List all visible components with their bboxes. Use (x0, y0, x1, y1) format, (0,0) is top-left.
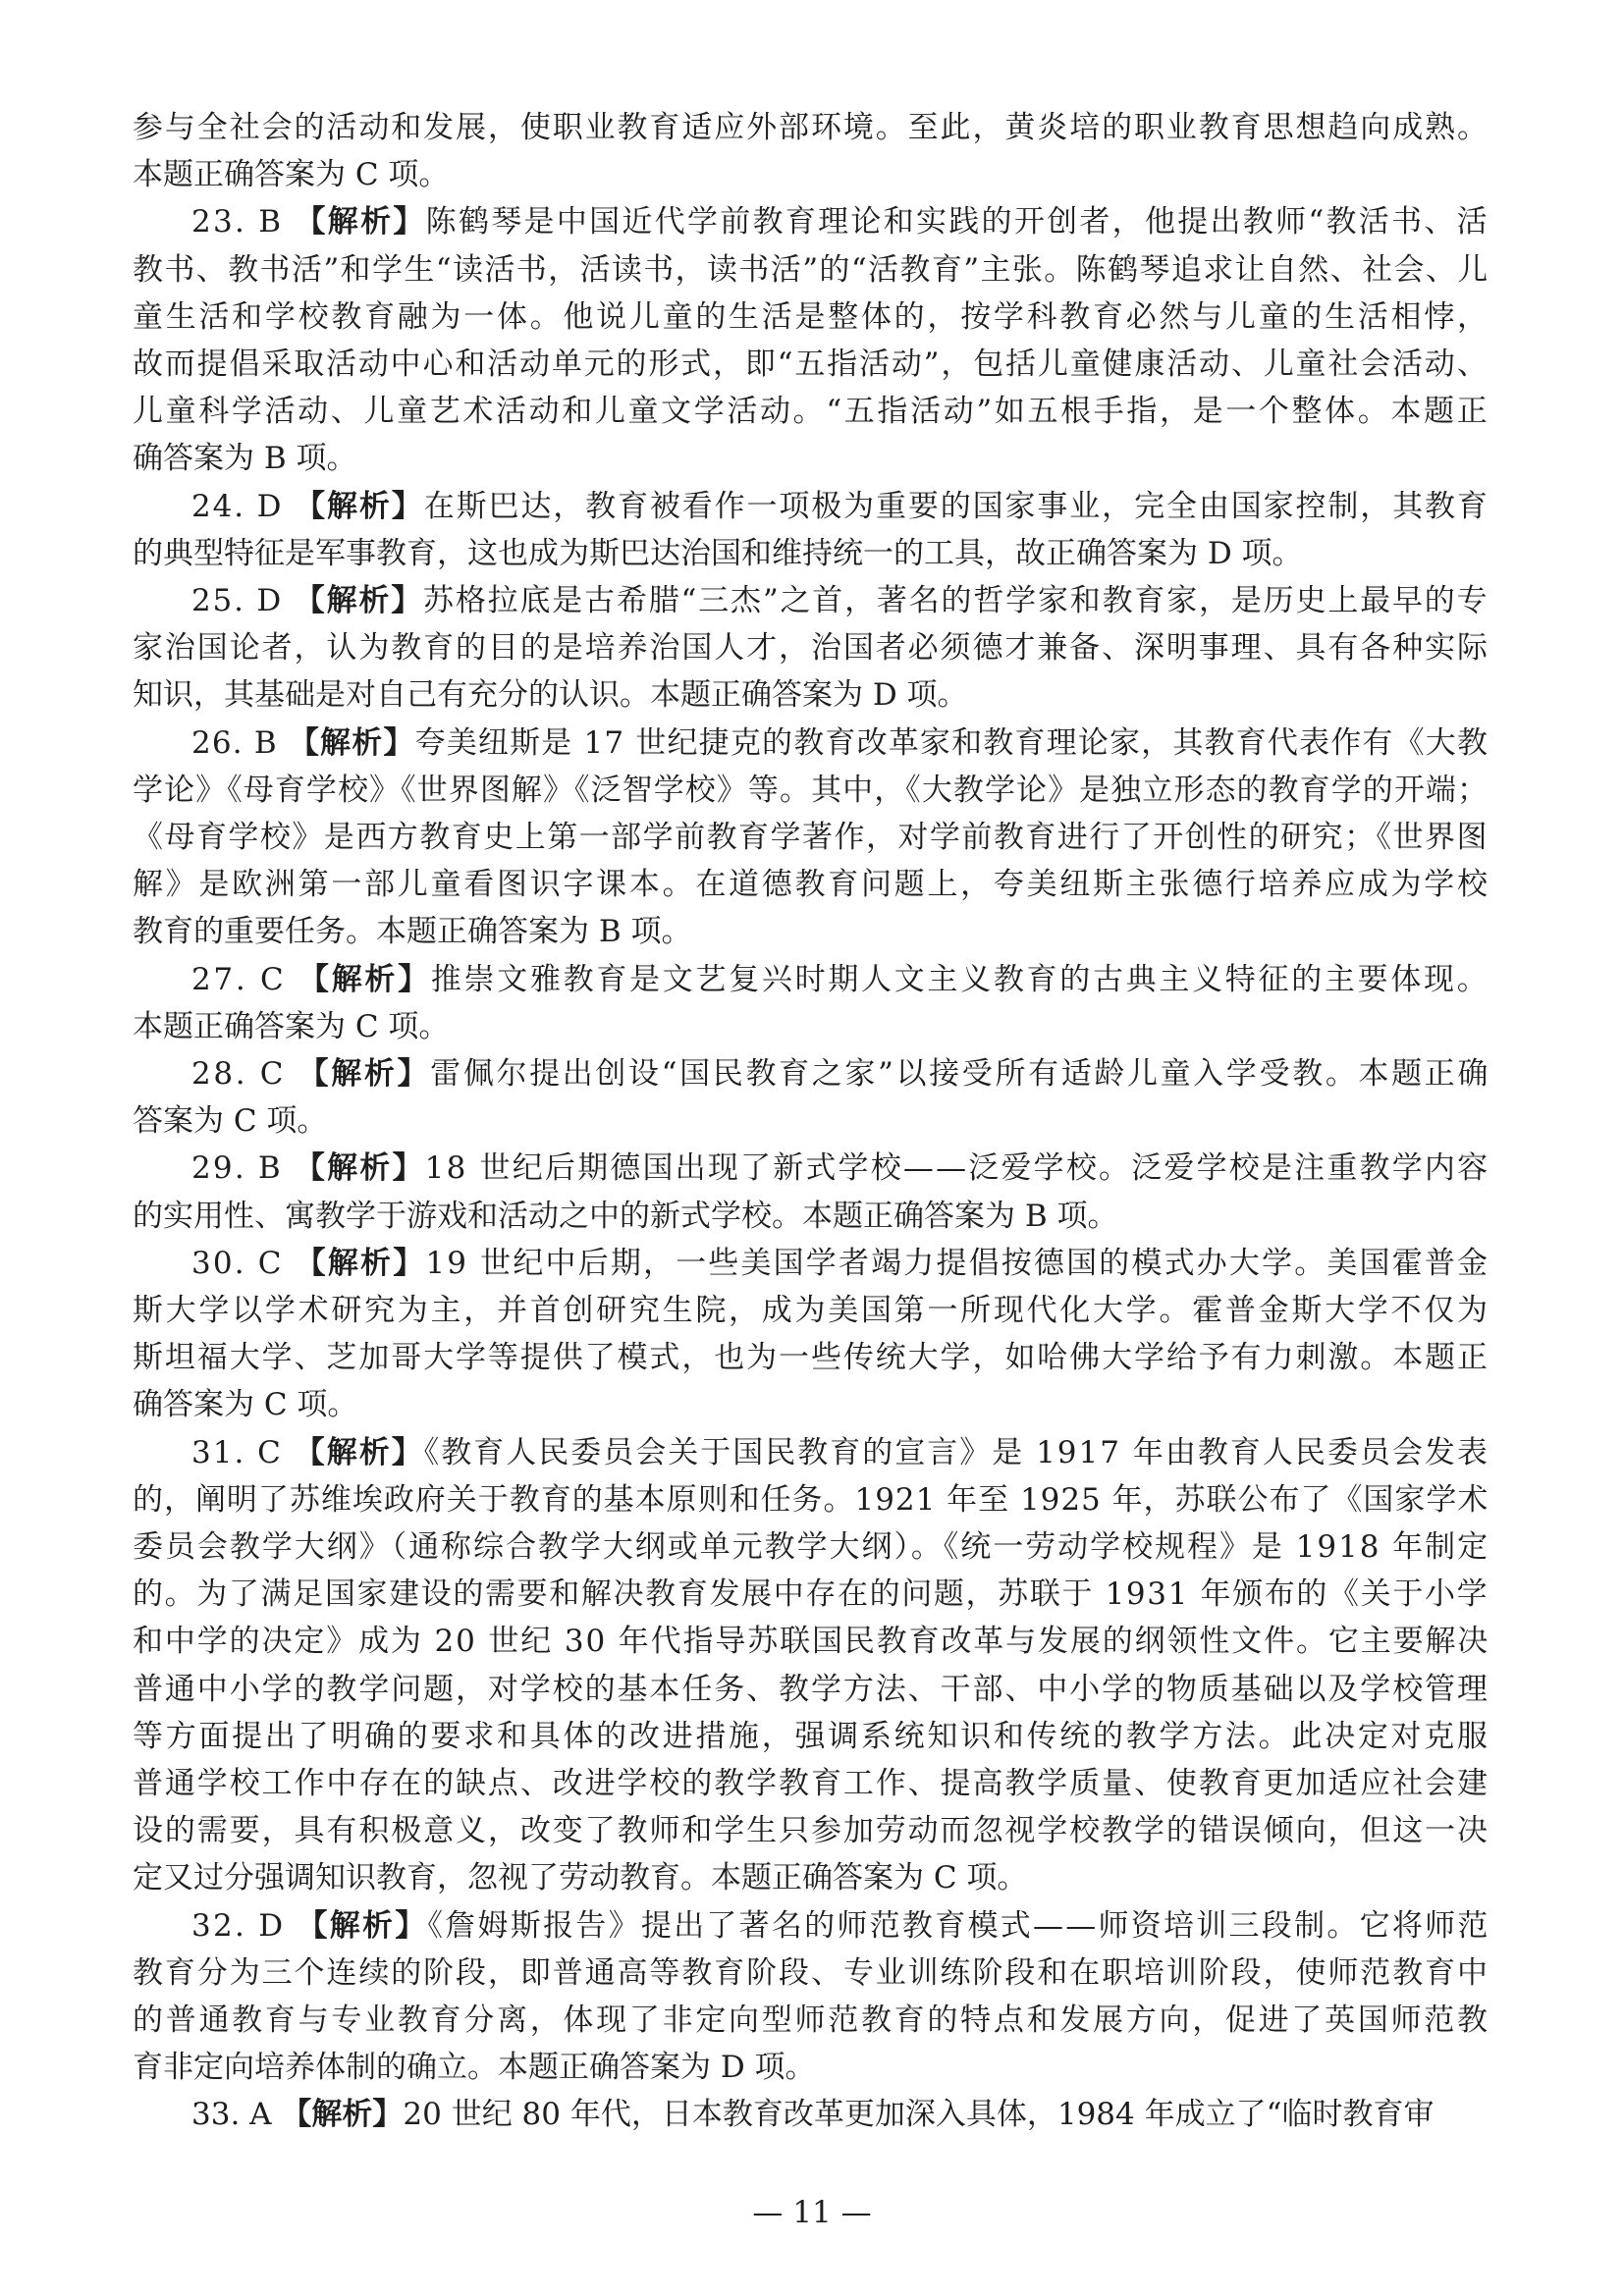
line-text: 普通学校工作中存在的缺点、改进学校的教学教育工作、提高教学质量、使教育更加适应社会建 (133, 1766, 1489, 1801)
question-number: 28. C (191, 1056, 298, 1092)
line-text: 设的需要，具有积极意义，改变了教师和学生只参加劳动而忽视学校教学的错误倾向，但这一决 (133, 1813, 1489, 1849)
question-number: 30. C (191, 1245, 296, 1281)
line-text: 知识，其基础是对自己有充分的认识。本题正确答案为 D 项。 (133, 677, 968, 714)
text-line (133, 297, 1490, 337)
line-text: 斯坦福大学、芝加哥大学等提供了模式，也为一些传统大学，如哈佛大学给予有力刺激。本题正 (133, 1340, 1489, 1376)
text-line (133, 1480, 1489, 1520)
question-number: 29. B (191, 1150, 295, 1187)
line-text: 19 世纪中后期，一些美国学者竭力提倡按德国的模式办大学。美国霍普金 (425, 1245, 1490, 1281)
line-text: 雷佩尔提出创设“国民教育之家”以接受所有适龄儿童入学受教。本题正确 (430, 1056, 1491, 1092)
line-text: 的实用性、寓教学于游戏和活动之中的新式学校。本题正确答案为 B 项。 (133, 1198, 1118, 1234)
text-line (133, 1575, 1489, 1614)
text-line (133, 1858, 1027, 1897)
text-line (133, 675, 968, 715)
question-header-line (191, 581, 1489, 620)
question-number: 26. B (191, 724, 289, 761)
text-line (133, 1385, 357, 1424)
text-line (133, 439, 357, 478)
line-text: 委员会教学大纲》（通称综合教学大纲或单元教学大纲）。《统一劳动学校规程》是 1918 年制定 (133, 1529, 1490, 1565)
text-line (133, 1811, 1489, 1850)
line-text: 育非定向培养体制的确立。本题正确答案为 D 项。 (133, 2050, 816, 2086)
analysis-tag: 【解析】 (294, 1434, 424, 1470)
line-text: 在斯巴达，教育被看作一项极为重要的国家事业，完全由国家控制，其教育 (423, 488, 1489, 524)
text-line (133, 1527, 1489, 1567)
question-header-line (191, 1054, 1490, 1094)
text-line (133, 155, 449, 194)
analysis-tag: 【解析】 (281, 2097, 404, 2133)
line-text: 的。为了满足国家建设的需要和解决教育发展中存在的问题，苏联于 1931 年颁布的《关于小学 (133, 1576, 1489, 1613)
line-text: 儿童科学活动、儿童艺术活动和儿童文学活动。“五指活动”如五根手指，是一个整体。本题正 (133, 394, 1490, 430)
line-text: 本题正确答案为 C 项。 (133, 157, 450, 193)
line-text: 参与全社会的活动和发展，使职业教育适应外部环境。至此，黄炎培的职业教育思想趋向成熟。 (133, 110, 1489, 145)
analysis-tag: 【解析】 (295, 1245, 426, 1281)
line-text: 确答案为 B 项。 (133, 441, 357, 477)
text-line (133, 771, 1489, 810)
text-line (133, 1953, 1489, 1993)
line-text: 故而提倡采取活动中心和活动单元的形式，即“五指活动”，包括儿童健康活动、儿童社会活动、 (133, 347, 1489, 382)
line-text: 推崇文雅教育是文艺复兴时期人文主义教育的古典主义特征的主要体现。 (430, 961, 1490, 997)
line-text: 定又过分强调知识教育，忽视了劳动教育。本题正确答案为 C 项。 (133, 1860, 1028, 1896)
text-line (133, 1338, 1489, 1377)
question-header-line (191, 487, 1489, 526)
line-text: 斯大学以学术研究为主，并首创研究生院，成为美国第一所现代化大学。霍普金斯大学不仅为 (133, 1293, 1490, 1328)
question-number: 33. A (191, 2097, 282, 2133)
text-line (133, 2001, 1490, 2040)
line-text: 的普通教育与专业教育分离，体现了非定向型师范教育的特点和发展方向，促进了英国师范教 (133, 2002, 1490, 2038)
text-line (133, 1622, 1489, 1661)
line-text: 教育分为三个连续的阶段，即普通高等教育阶段、专业训练阶段和在职培训阶段，使师范教育中 (133, 1954, 1489, 1991)
text-line (133, 1007, 449, 1046)
text-line (133, 1717, 1490, 1756)
question-number: 32. D (191, 1907, 298, 1944)
line-text: 家治国论者，认为教育的目的是培养治国人才，治国者必须德才兼备、深明事理、具有各种实际 (133, 630, 1489, 667)
line-text: 的典型特征是军事教育，这也成为斯巴达治国和维持统一的工具，故正确答案为 D 项。 (133, 535, 1303, 571)
question-number: 24. D (191, 488, 296, 524)
line-text: 教书、教书活”和学生“读活书，活读书，读书活”的“活教育”主张。陈鹤琴追求让自然、社会、儿 (133, 251, 1489, 288)
line-text: 本题正确答案为 C 项。 (133, 1008, 450, 1044)
line-text: 苏格拉底是古希腊“三杰”之首，著名的哲学家和教育家，是历史上最早的专 (423, 583, 1489, 618)
analysis-tag: 【解析】 (298, 1056, 431, 1092)
question-number: 31. C (191, 1434, 295, 1470)
line-text: 和中学的决定》成为 20 世纪 30 年代指导苏联国民教育改革与发展的纲领性文件。它主要解决 (133, 1624, 1490, 1660)
line-text: 教育的重要任务。本题正确答案为 B 项。 (133, 914, 692, 950)
analysis-tag: 【解析】 (295, 488, 424, 524)
line-text: 普通中小学的教学问题，对学校的基本任务、教学方法、干部、中小学的物质基础以及学校管理 (133, 1671, 1489, 1707)
analysis-tag: 【解析】 (297, 1907, 428, 1944)
line-text: 等方面提出了明确的要求和具体的改进措施，强调系统知识和传统的教学方法。此决定对克服 (133, 1718, 1490, 1754)
line-text: 《教育人民委员会关于国民教育的宣言》是 1917 年由教育人民委员会发表 (423, 1434, 1489, 1470)
line-text: 答案为 C 项。 (133, 1103, 328, 1140)
text-line (133, 865, 1490, 904)
analysis-tag: 【解析】 (294, 583, 424, 618)
question-header-line (191, 723, 1489, 763)
question-header-line (191, 1244, 1489, 1283)
question-header-line (191, 960, 1489, 999)
text-line (133, 2048, 816, 2087)
text-line (133, 345, 1489, 384)
page-number: — 11 — (752, 2195, 872, 2230)
question-number: 23. B (191, 204, 296, 240)
line-text: 《母育学校》是西方教育史上第一部学前教育学著作，对学前教育进行了开创性的研究；《世界图 (133, 820, 1489, 855)
text-line (133, 1764, 1489, 1803)
text-line (133, 628, 1489, 667)
analysis-tag: 【解析】 (298, 961, 431, 997)
question-header-line (191, 2095, 1434, 2134)
text-line (133, 818, 1489, 857)
question-header-line (191, 202, 1489, 241)
text-line (133, 1101, 327, 1141)
analysis-tag: 【解析】 (295, 204, 426, 240)
line-text: 18 世纪后期德国出现了新式学校——泛爱学校。泛爱学校是注重教学内容 (424, 1150, 1490, 1187)
question-number: 27. C (191, 961, 298, 997)
text-line (133, 1670, 1489, 1709)
text-line (133, 912, 692, 951)
line-text: 夸美纽斯是 17 世纪捷克的教育改革家和教育理论家，其教育代表作有《大教 (414, 724, 1489, 761)
question-header-line (191, 1906, 1490, 1946)
text-line (133, 392, 1489, 431)
question-header-line (191, 1148, 1489, 1188)
text-line (133, 1291, 1490, 1330)
line-text: 解》是欧洲第一部儿童看图识字课本。在道德教育问题上，夸美纽斯主张德行培养应成为学校 (133, 867, 1490, 903)
line-text: 《詹姆斯报告》提出了著名的师范教育模式——师资培训三段制。它将师范 (427, 1907, 1490, 1944)
text-line (133, 250, 1489, 290)
analysis-tag: 【解析】 (294, 1150, 425, 1187)
line-text: 学论》《母育学校》《世界图解》《泛智学校》等。其中，《大教学论》是独立形态的教育学的开端； (133, 772, 1489, 808)
text-line (133, 108, 1489, 147)
line-text: 的，阐明了苏维埃政府关于教育的基本原则和任务。1921 年至 1925 年，苏联公布了《国家学术 (133, 1481, 1489, 1518)
line-text: 童生活和学校教育融为一体。他说儿童的生活是整体的，按学科教育必然与儿童的生活相悖， (133, 298, 1490, 335)
question-header-line (191, 1433, 1489, 1472)
text-line (133, 534, 1303, 573)
analysis-tag: 【解析】 (288, 724, 415, 761)
line-text: 20 世纪 80 年代，日本教育改革更加深入具体，1984 年成立了“临时教育审 (403, 2097, 1435, 2133)
question-number: 25. D (191, 583, 295, 618)
line-text: 陈鹤琴是中国近代学前教育理论和实践的开创者，他提出教师“教活书、活 (425, 204, 1489, 240)
text-line (133, 1197, 1118, 1236)
line-text: 确答案为 C 项。 (133, 1387, 358, 1423)
